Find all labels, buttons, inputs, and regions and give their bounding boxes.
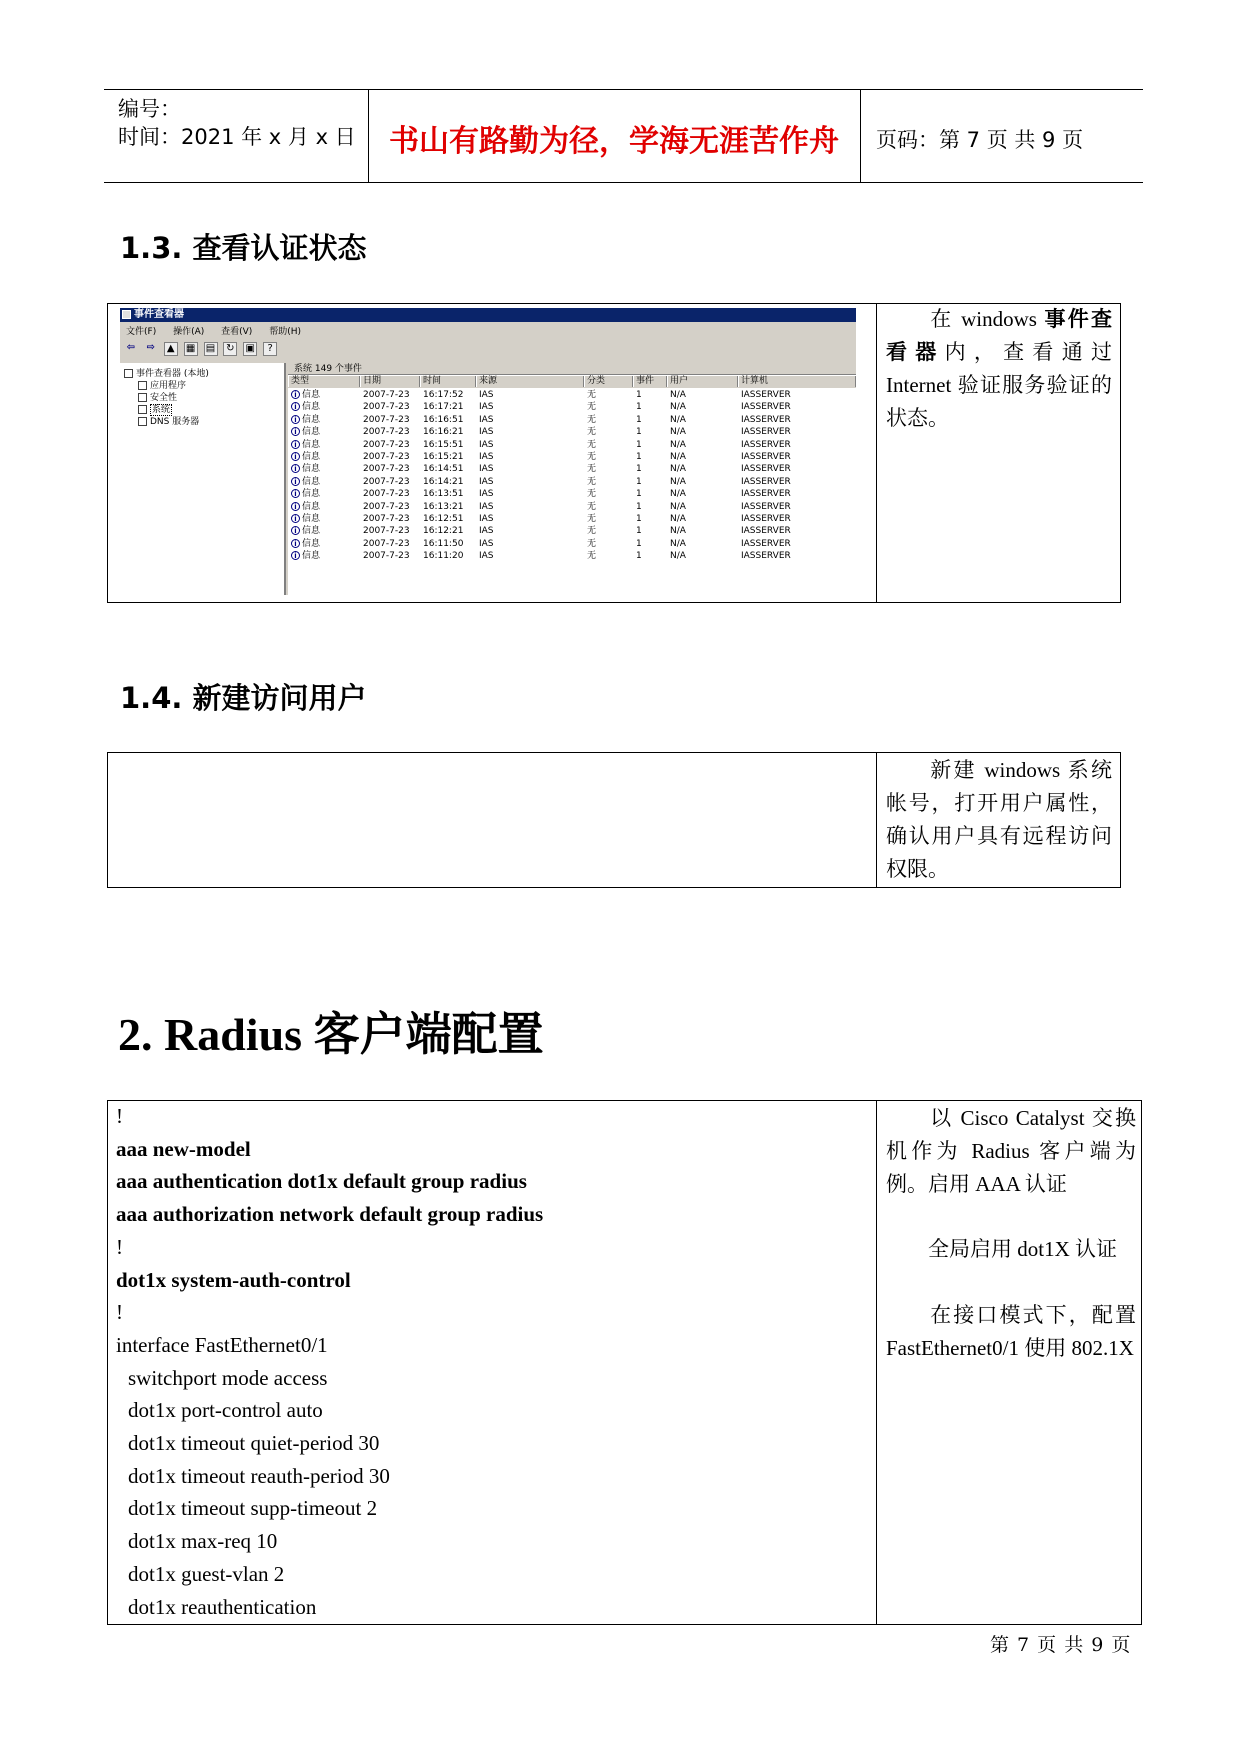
event-cell: 无 [587,452,597,462]
event-cell: i 信息 [291,537,320,551]
event-cell: 2007-7-23 [363,464,410,475]
event-viewer-screenshot [120,308,856,595]
info-icon: i [291,440,300,449]
console-tree-icon[interactable]: ▦ [184,342,198,356]
event-cell: IAS [479,427,494,438]
table-divider [876,1100,877,1625]
info-icon: i [291,514,300,523]
s2-note-2: 启用 AAA 认证 [928,1172,1067,1196]
info-icon: i [291,489,300,498]
event-cell: N/A [670,452,686,462]
event-cell: 无 [587,501,597,512]
event-cell: N/A [670,501,686,512]
event-cell: 2007-7-23 [363,427,410,438]
event-cell: 2007-7-23 [363,538,410,549]
event-cell: 无 [587,489,597,500]
event-cell: i 信息 [291,413,320,427]
tree-item-application[interactable]: 应用程序 [138,378,186,391]
event-cell: IAS [479,452,494,462]
help-icon[interactable]: ? [263,342,277,356]
header-top-rule [104,89,1143,90]
event-cell: i 信息 [291,500,320,514]
column-header[interactable]: 计算机 [738,376,856,387]
event-cell: N/A [670,439,686,450]
event-cell: 16:13:51 [423,489,464,500]
event-cell: N/A [670,551,686,562]
window-icon [122,310,131,319]
event-cell: i 信息 [291,450,320,464]
column-headers [288,376,856,388]
event-cell: N/A [670,402,686,413]
event-cell: IAS [479,390,494,400]
event-cell: N/A [670,538,686,549]
code-line: dot1x reauthentication [128,1594,317,1619]
properties-icon[interactable]: ▤ [204,342,218,356]
event-list-header: 系统 149 个事件 [288,363,856,375]
event-cell: IAS [479,464,494,475]
column-header[interactable]: 日期 [360,376,420,387]
tree-item-root[interactable]: 事件查看器 (本地) [124,366,209,379]
menu-bar [126,325,315,339]
menu-action[interactable]: 操作(A) [173,327,205,337]
section-1-4-note: 新建 windows 系统帐号，打开用户属性，确认用户具有远程访问权限。 [886,758,1112,881]
event-row[interactable] [288,549,856,563]
event-cell: i 信息 [291,388,320,402]
page-footer: 第 7 页 共 9 页 [990,1634,1132,1656]
code-line: interface FastEthernet0/1 [116,1332,328,1357]
event-cell: i 信息 [291,438,320,452]
event-cell: 无 [587,551,597,562]
event-cell: 2007-7-23 [363,501,410,512]
event-cell: 1 [636,390,642,400]
info-icon: i [291,390,300,399]
event-cell: 无 [587,538,597,549]
event-cell: 1 [636,489,642,500]
event-cell: 2007-7-23 [363,489,410,500]
info-icon: i [291,402,300,411]
event-cell: 1 [636,526,642,537]
header-motto: 书山有路勤为径，学海无涯苦作舟 [389,124,839,159]
event-cell: 16:17:52 [423,390,464,400]
event-cell: 无 [587,526,597,537]
header-bottom-rule [104,182,1143,183]
event-cell: IAS [479,526,494,537]
event-cell: 2007-7-23 [363,402,410,413]
back-arrow-icon[interactable]: ⇦ [126,342,136,353]
tree-item-system[interactable]: 系统 [138,402,172,415]
code-line: dot1x timeout supp-timeout 2 [128,1496,378,1521]
info-icon: i [291,526,300,535]
log-icon [138,417,147,426]
log-icon [138,393,147,402]
event-cell: 无 [587,390,597,400]
event-cell: IASSERVER [741,439,791,450]
code-line: dot1x timeout reauth-period 30 [128,1463,390,1488]
event-cell: i 信息 [291,425,320,439]
info-icon: i [291,551,300,560]
event-cell: IASSERVER [741,427,791,438]
event-cell: 1 [636,439,642,450]
event-cell: 2007-7-23 [363,476,410,487]
event-cell: IAS [479,538,494,549]
header-time: 时间：2021 年 x 月 x 日 [118,125,356,149]
code-line: dot1x port-control auto [128,1398,323,1423]
event-cell: 16:12:21 [423,526,464,537]
event-cell: 无 [587,439,597,450]
log-icon [138,405,147,414]
s2-note-4: 在接口模式下，配置 FastEthernet0/1 使用 802.1X [886,1303,1136,1360]
code-line: ! [116,1104,123,1128]
event-cell: i 信息 [291,512,320,526]
event-cell: N/A [670,514,686,524]
column-header[interactable]: 来源 [476,376,584,387]
event-cell: 2007-7-23 [363,551,410,562]
event-cell: IASSERVER [741,414,791,425]
refresh-icon[interactable]: ↻ [223,342,237,356]
event-cell: IASSERVER [741,476,791,487]
event-cell: 16:14:21 [423,476,464,487]
section-title-2: 2. Radius 客户端配置 [118,1009,544,1060]
event-cell: 1 [636,427,642,438]
event-cell: 2007-7-23 [363,514,410,524]
tree-item-security[interactable]: 安全性 [138,390,177,403]
event-cell: i 信息 [291,487,320,501]
event-cell: 16:11:20 [423,551,464,562]
info-icon: i [291,502,300,511]
event-cell: IAS [479,551,494,562]
info-icon: i [291,427,300,436]
column-header[interactable]: 用户 [667,376,738,387]
event-cell: 1 [636,452,642,462]
event-cell: 无 [587,414,597,425]
event-cell: 1 [636,514,642,524]
code-line: dot1x timeout quiet-period 30 [128,1431,380,1456]
event-cell: 16:17:21 [423,402,464,413]
code-line: switchport mode access [128,1365,328,1390]
code-line: ! [116,1300,123,1325]
event-cell: 2007-7-23 [363,439,410,450]
code-line: dot1x max-req 10 [128,1529,278,1554]
event-cell: i 信息 [291,549,320,563]
event-cell: 16:13:21 [423,501,464,512]
event-viewer-titlebar [120,308,856,322]
event-cell: 2007-7-23 [363,390,410,400]
event-cell: 16:16:21 [423,427,464,438]
event-cell: 16:12:51 [423,514,464,524]
export-list-icon[interactable]: ▣ [243,342,257,356]
forward-arrow-icon[interactable]: ⇨ [146,342,156,353]
menu-view[interactable]: 查看(V) [221,327,253,337]
event-cell: IAS [479,439,494,450]
event-cell: N/A [670,464,686,475]
info-icon: i [291,415,300,424]
header-number-label: 编号： [118,97,181,121]
event-cell: 2007-7-23 [363,452,410,462]
column-header[interactable]: 事件 [633,376,667,387]
event-cell: i 信息 [291,524,320,538]
code-line: dot1x system-auth-control [116,1267,351,1292]
menu-help[interactable]: 帮助(H) [269,327,301,337]
info-icon: i [291,452,300,461]
column-header[interactable]: 时间 [420,376,476,387]
event-cell: IASSERVER [741,452,791,462]
up-folder-icon[interactable]: ▲ [164,342,178,356]
table-divider [876,752,877,888]
event-cell: N/A [670,526,686,537]
event-cell: 无 [587,514,597,524]
computer-icon [124,369,133,378]
event-cell: 1 [636,501,642,512]
event-cell: N/A [670,476,686,487]
column-header[interactable]: 类型 [288,376,360,387]
code-line: ! [116,1234,123,1259]
event-cell: 16:11:50 [423,538,464,549]
event-cell: 1 [636,402,642,413]
event-cell: 2007-7-23 [363,414,410,425]
event-cell: N/A [670,390,686,400]
code-line: aaa authorization network default group radius [116,1202,544,1227]
event-cell: 1 [636,551,642,562]
event-cell: IAS [479,489,494,500]
menu-file[interactable]: 文件(F) [126,327,157,337]
code-line: aaa authentication dot1x default group radius [116,1169,527,1194]
event-cell: IAS [479,402,494,413]
section-1-3-note: 在 windows 事件查看器内，查看通过 Internet 验证服务验证的状态。 [886,307,1113,430]
console-tree [120,363,286,595]
event-cell: 无 [587,464,597,475]
event-cell: 1 [636,414,642,425]
info-icon: i [291,477,300,486]
info-icon: i [291,464,300,473]
window-title: 事件查看器 [134,309,184,320]
event-cell: IASSERVER [741,514,791,524]
section-title-1-4: 1.4. 新建访问用户 [120,681,367,715]
event-cell: IASSERVER [741,526,791,537]
event-cell: N/A [670,489,686,500]
event-cell: N/A [670,414,686,425]
event-cell: i 信息 [291,475,320,489]
event-list [288,363,856,595]
event-cell: IAS [479,476,494,487]
event-cell: 16:14:51 [423,464,464,475]
event-cell: IASSERVER [741,402,791,413]
event-cell: 无 [587,476,597,487]
column-header[interactable]: 分类 [584,376,633,387]
event-cell: 2007-7-23 [363,526,410,537]
cisco-config-code [116,1100,543,1623]
event-cell: IAS [479,501,494,512]
header-page-label: 页码：第 7 页 共 9 页 [876,128,1084,152]
event-cell: IASSERVER [741,489,791,500]
toolbar [124,342,280,358]
info-icon: i [291,539,300,548]
code-line: dot1x guest-vlan 2 [128,1561,285,1586]
event-cell: 1 [636,538,642,549]
table-divider [876,303,877,603]
event-cell: 16:16:51 [423,414,464,425]
event-cell: i 信息 [291,400,320,414]
event-cell: 无 [587,402,597,413]
event-cell: IAS [479,414,494,425]
event-cell: 16:15:51 [423,439,464,450]
event-cell: 无 [587,427,597,438]
s2-note-1: 以 Cisco Catalyst 交换机作为 Radius 客户端为例。 [886,1106,1136,1196]
log-icon [138,381,147,390]
event-cell: IASSERVER [741,501,791,512]
event-cell: 16:15:21 [423,452,464,462]
header-divider [860,89,861,183]
tree-item-dns[interactable]: DNS 服务器 [138,414,199,427]
event-cell: IASSERVER [741,390,791,400]
event-cell: IAS [479,514,494,524]
event-cell: IASSERVER [741,538,791,549]
s2-note-3: 全局启用 dot1X 认证 [928,1237,1117,1261]
section-title-1-3: 1.3. 查看认证状态 [120,231,367,265]
event-cell: 1 [636,464,642,475]
event-cell: IASSERVER [741,551,791,562]
event-cell: IASSERVER [741,464,791,475]
event-cell: i 信息 [291,462,320,476]
event-cell: N/A [670,427,686,438]
event-cell: 1 [636,476,642,487]
code-line: aaa new-model [116,1136,251,1161]
